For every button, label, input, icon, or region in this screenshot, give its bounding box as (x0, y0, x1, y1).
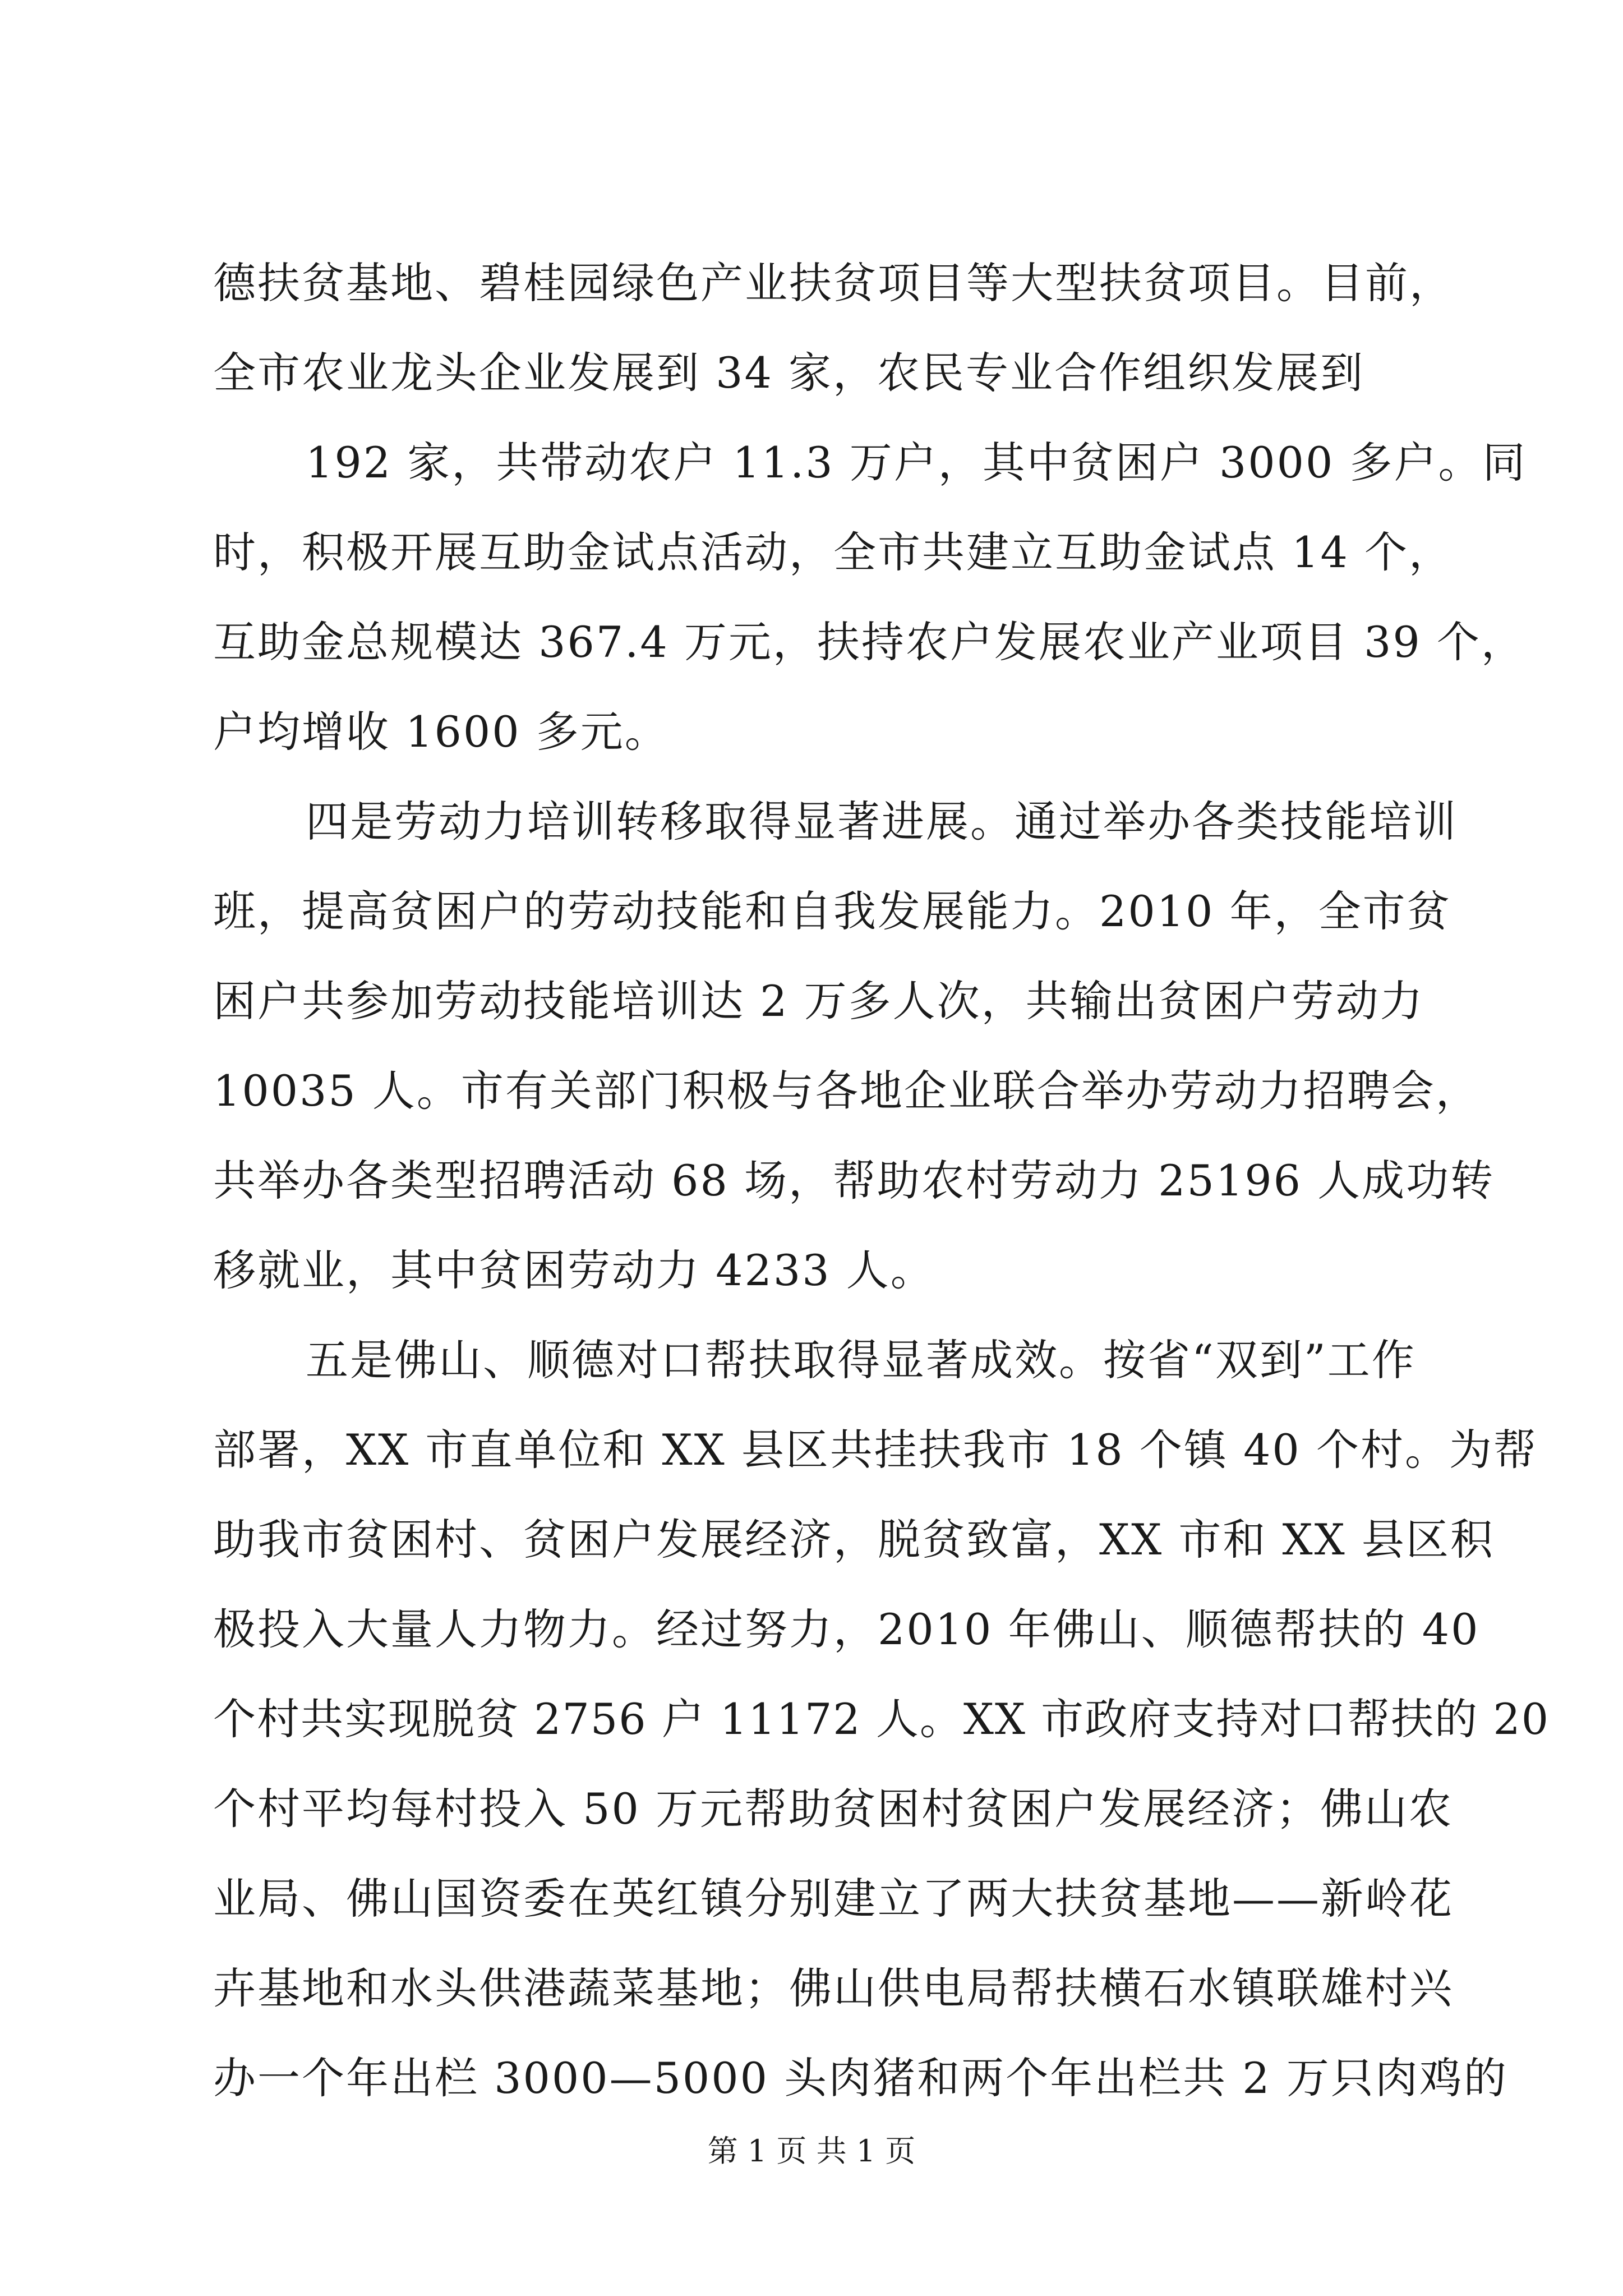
text-line-9: 困户共参加劳动技能培训达 2 万多人次，共输出贫困户劳动力 (213, 976, 1424, 1026)
text-line-20: 卉基地和水头供港蔬菜基地；佛山供电局帮扶横石水镇联雄村兴 (213, 1963, 1454, 2013)
text-line-3: 192 家，共带动农户 11.3 万户，其中贫困户 3000 多户。同 (306, 438, 1527, 487)
text-line-13: 五是佛山、顺德对口帮扶取得显著成效。按省“双到”工作 (306, 1335, 1416, 1385)
text-line-18: 个村平均每村投入 50 万元帮助贫困村贫困户发展经济；佛山农 (213, 1784, 1454, 1834)
page-footer: 第 1 页 共 1 页 (707, 2133, 916, 2169)
text-line-8: 班，提高贫困户的劳动技能和自我发展能力。2010 年，全市贫 (213, 886, 1451, 936)
text-line-11: 共举办各类型招聘活动 68 场，帮助农村劳动力 25196 人成功转 (213, 1156, 1495, 1205)
text-line-14: 部署，XX 市直单位和 XX 县区共挂扶我市 18 个镇 40 个村。为帮 (213, 1425, 1538, 1475)
text-line-4: 时，积极开展互助金试点活动，全市共建立互助金试点 14 个， (213, 527, 1454, 577)
text-line-21: 办一个年出栏 3000—5000 头肉猪和两个年出栏共 2 万只肉鸡的 (213, 2053, 1508, 2103)
text-line-5: 互助金总规模达 367.4 万元，扶持农户发展农业产业项目 39 个， (213, 617, 1525, 667)
text-line-15: 助我市贫困村、贫困户发展经济，脱贫致富，XX 市和 XX 县区积 (213, 1515, 1495, 1565)
text-line-16: 极投入大量人力物力。经过努力，2010 年佛山、顺德帮扶的 40 (213, 1604, 1480, 1654)
text-line-12: 移就业，其中贫困劳动力 4233 人。 (213, 1245, 935, 1295)
text-line-6: 户均增收 1600 多元。 (213, 707, 669, 757)
text-line-19: 业局、佛山国资委在英红镇分别建立了两大扶贫基地——新岭花 (213, 1874, 1454, 1924)
text-line-7: 四是劳动力培训转移取得显著进展。通过举办各类技能培训 (306, 797, 1458, 846)
text-line-17: 个村共实现脱贫 2756 户 11172 人。XX 市政府支持对口帮扶的 20 (213, 1694, 1550, 1744)
text-line-1: 德扶贫基地、碧桂园绿色产业扶贫项目等大型扶贫项目。目前， (213, 258, 1454, 308)
text-line-10: 10035 人。市有关部门积极与各地企业联合举办劳动力招聘会， (213, 1066, 1480, 1116)
text-line-2: 全市农业龙头企业发展到 34 家，农民专业合作组织发展到 (213, 348, 1365, 398)
